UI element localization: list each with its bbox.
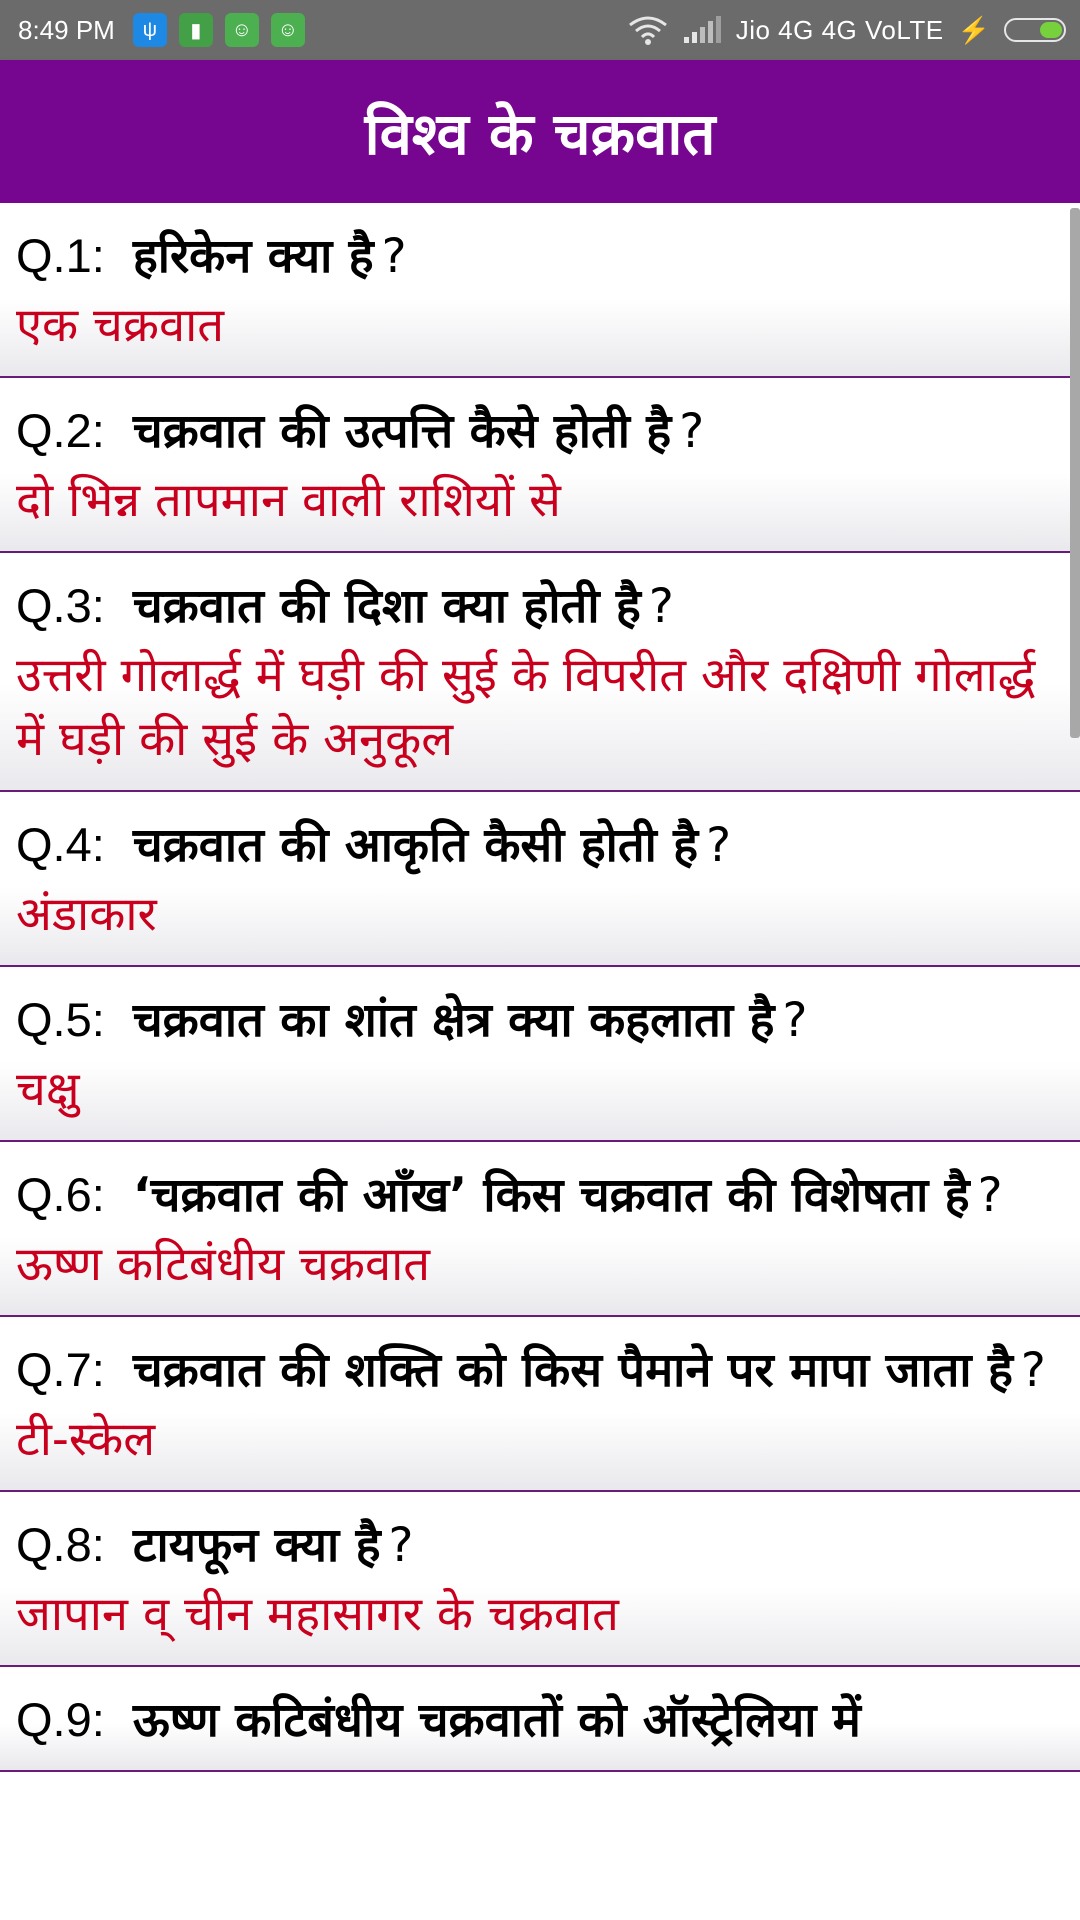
question-mark: ? <box>977 1168 1003 1223</box>
charging-icon: ⚡ <box>957 14 990 45</box>
app-bar <box>0 60 1080 203</box>
answer-text: उत्तरी गोलार्द्ध में घड़ी की सुई के विपरीत और दक्षिणी गोलार्द्ध में घड़ी की सुई के अनुकूल <box>16 648 1036 767</box>
question-number: Q.5: <box>16 993 105 1046</box>
scrollbar[interactable] <box>1070 208 1080 738</box>
question-text: चक्रवात की उत्पत्ति कैसे होती है <box>132 404 672 459</box>
status-time: 8:49 PM <box>18 14 115 45</box>
answer-text: दो भिन्न तापमान वाली राशियों से <box>16 473 561 528</box>
status-bar <box>0 0 1080 60</box>
question-text: ऊष्ण कटिबंधीय चक्रवातों को ऑस्ट्रेलिया में <box>132 1693 861 1748</box>
question-text: हरिकेन क्या है <box>132 229 374 284</box>
question-number: Q.2: <box>16 404 105 457</box>
list-item[interactable] <box>0 1142 1080 1317</box>
qa-list[interactable] <box>0 203 1080 1920</box>
question-number: Q.7: <box>16 1343 105 1396</box>
question-mark: ? <box>388 1518 414 1573</box>
android-icon: ☺ <box>225 13 259 47</box>
page-title: विश्व के चक्रवात <box>364 100 716 168</box>
question-text: चक्रवात की शक्ति को किस पैमाने पर मापा जाता है <box>132 1343 1013 1398</box>
question <box>16 989 1066 1052</box>
answer-text: जापान व् चीन महासागर के चक्रवात <box>16 1587 619 1642</box>
question-mark: ? <box>679 404 705 459</box>
question-text: ‘चक्रवात की आँख’ किस चक्रवात की विशेषता है <box>132 1168 970 1223</box>
question-mark: ? <box>648 579 674 634</box>
question-mark: ? <box>782 993 808 1048</box>
battery-saver-icon: ▮ <box>179 13 213 47</box>
question-mark: ? <box>381 229 407 284</box>
question-text: चक्रवात की दिशा क्या होती है <box>132 579 641 634</box>
question-mark: ? <box>1020 1343 1046 1398</box>
question-number: Q.4: <box>16 818 105 871</box>
list-item[interactable] <box>0 1492 1080 1667</box>
answer-text: टी-स्केल <box>16 1412 156 1467</box>
battery-icon <box>1004 18 1066 42</box>
list-item[interactable] <box>0 1667 1080 1772</box>
question-text: टायफून क्या है <box>132 1518 381 1573</box>
question <box>16 1339 1066 1402</box>
question <box>16 400 1066 463</box>
question <box>16 1514 1066 1577</box>
answer-text: अंडाकार <box>16 887 157 942</box>
question-number: Q.6: <box>16 1168 105 1221</box>
question <box>16 814 1066 877</box>
question <box>16 225 1066 288</box>
question-number: Q.9: <box>16 1693 105 1746</box>
answer-text: ऊष्ण कटिबंधीय चक्रवात <box>16 1237 431 1292</box>
question <box>16 1164 1066 1227</box>
list-item[interactable] <box>0 792 1080 967</box>
question <box>16 1689 1066 1752</box>
signal-icon <box>682 15 722 45</box>
list-item[interactable] <box>0 553 1080 792</box>
list-item[interactable] <box>0 967 1080 1142</box>
question-mark: ? <box>706 818 732 873</box>
answer-text: एक चक्रवात <box>16 298 225 353</box>
notification-icons <box>133 13 305 47</box>
question <box>16 575 1066 638</box>
question-number: Q.1: <box>16 229 105 282</box>
question-number: Q.8: <box>16 1518 105 1571</box>
usb-icon: ψ <box>133 13 167 47</box>
list-item[interactable] <box>0 203 1080 378</box>
question-text: चक्रवात का शांत क्षेत्र क्या कहलाता है <box>132 993 775 1048</box>
android-icon: ☺ <box>271 13 305 47</box>
wifi-icon <box>628 15 668 45</box>
question-text: चक्रवात की आकृति कैसी होती है <box>132 818 699 873</box>
answer-text: चक्षु <box>16 1062 80 1117</box>
question-number: Q.3: <box>16 579 105 632</box>
list-item[interactable] <box>0 378 1080 553</box>
list-item[interactable] <box>0 1317 1080 1492</box>
carrier-label: Jio 4G 4G VoLTE <box>735 14 944 45</box>
